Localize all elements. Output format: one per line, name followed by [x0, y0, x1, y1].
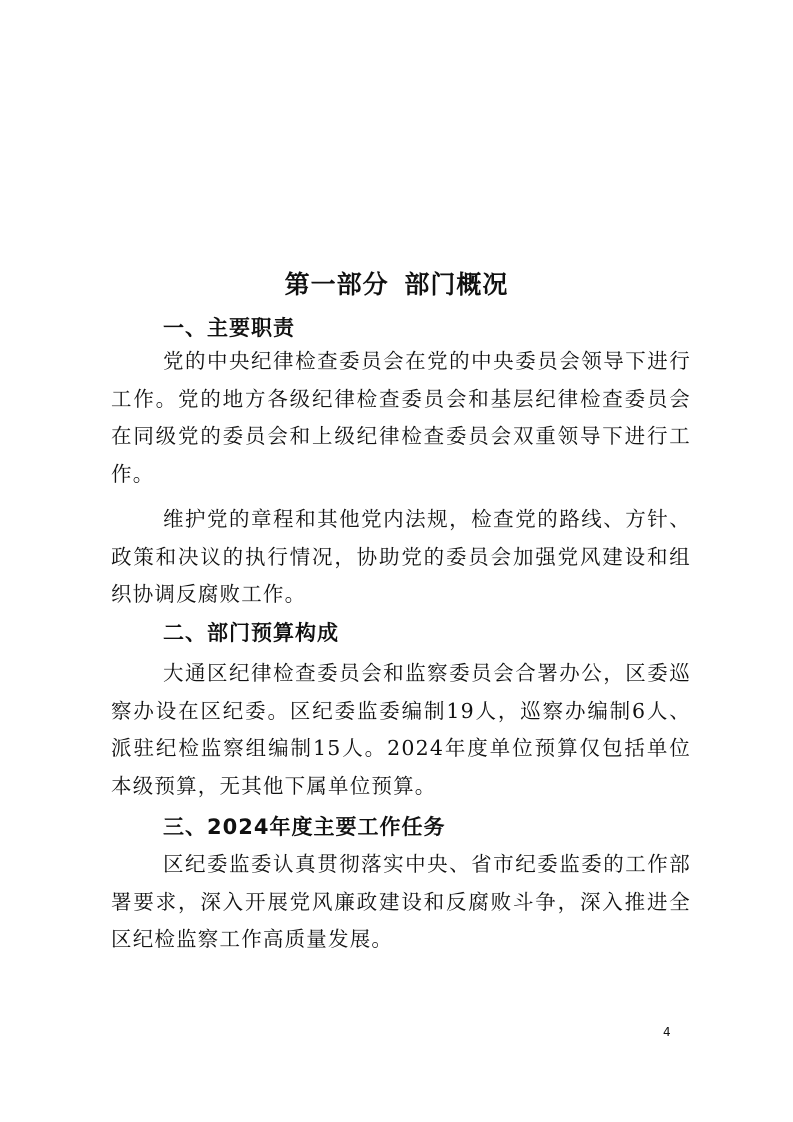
section-heading-main-tasks: 三、2024年度主要工作任务	[163, 815, 446, 839]
page-number: 4	[663, 1025, 671, 1039]
section-heading-responsibilities: 一、主要职责	[163, 316, 295, 340]
paragraph-main-tasks: 区纪委监委认真贯彻落实中央、省市纪委监委的工作部署要求，深入开展党风廉政建设和反腐败斗争，深入推进全区纪检监察工作高质量发展。	[111, 852, 691, 951]
paragraph-budget-structure: 大通区纪律检查委员会和监察委员会合署办公，区委巡察办设在区纪委。区纪委监委编制19人，巡察办编制6人、派驻纪检监察组编制15人。2024年度单位预算仅包括单位本级预算，无其他下属单位预算。	[111, 661, 691, 798]
paragraph-responsibilities-2: 维护党的章程和其他党内法规，检查党的路线、方针、政策和决议的执行情况，协助党的委员会加强党风建设和组织协调反腐败工作。	[111, 507, 691, 606]
page-title: 第一部分 部门概况	[284, 270, 509, 299]
paragraph-responsibilities-1: 党的中央纪律检查委员会在党的中央委员会领导下进行工作。党的地方各级纪律检查委员会和基层纪律检查委员会在同级党的委员会和上级纪律检查委员会双重领导下进行工作。	[111, 349, 691, 486]
section-heading-budget-structure: 二、部门预算构成	[163, 621, 339, 645]
